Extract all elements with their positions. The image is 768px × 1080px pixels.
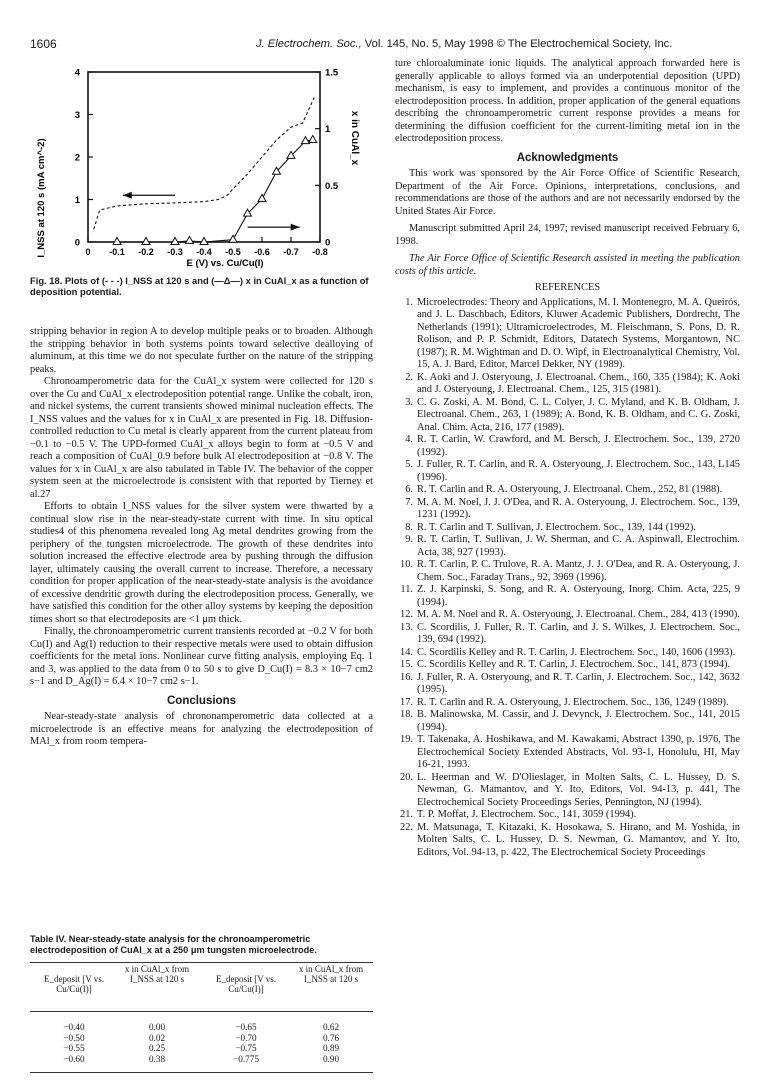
reference-number: 7. xyxy=(405,496,413,508)
reference-text: Z. J. Karpinski, S. Song, and R. A. Osteryoung, Inorg. Chim. Acta, 225, 9 (1994). xyxy=(417,584,740,608)
table-cell: 0.89 xyxy=(322,1043,340,1054)
reference-number: 6. xyxy=(405,484,413,495)
figure-caption: Fig. 18. Plots of (- - -) I_NSS at 120 s and (—Δ—) x in CuAl_x as a function of deposition potential. xyxy=(30,275,369,297)
reference-item xyxy=(395,647,740,660)
reference-item xyxy=(395,734,740,772)
reference-item xyxy=(395,672,740,697)
column-header: E_deposit [V vs. Cu/Cu(I)] xyxy=(43,974,105,994)
table-cell: −0.775 xyxy=(233,1053,259,1064)
table-caption: Table IV. Near-steady-state analysis for the chronoamperometric electrodeposition of CuAl_x at a 250 μm tungsten microelectrode. xyxy=(30,934,317,955)
reference-number: 14. xyxy=(400,646,413,658)
page-number: 1606 xyxy=(30,37,57,51)
reference-item xyxy=(395,534,740,559)
paragraph: ture chloroaluminate ionic liquids. The analytical approach forwarded here is generally applicable to alloys formed via an underpotential deposition (UPD) mechanism, is easy to implement, and provides a continuous monitor of the electrodeposition process. In addition, proper application of the general equations describing the chronoamperometric current response provides a means for determining the diffusion coefficient for the current-limiting metal ion in the electrodeposition process. xyxy=(395,58,740,144)
reference-text: R. T. Carlin, P. C. Trulove, R. A. Mantz, J. J. O'Dea, and R. A. Osteryoung, J. Chem. Soc., Faraday Trans., 92, 3969 (1996). xyxy=(417,559,740,583)
reference-text: R. T. Carlin, T. Sullivan, J. W. Sherman, and C. A. Aspinwall, Electrochim. Acta, 38, 927 (1993). xyxy=(417,534,740,558)
reference-text: B. Malinowska, M. Cassir, and J. Devynck, J. Electrochem. Soc., 141, 2015 (1994). xyxy=(417,709,740,733)
paragraph: Chronoamperometric data for the CuAl_x system were collected for 120 s over the Cu and CuAl_x electrodeposition potential range. Unlike the cobalt, iron, and nickel systems, the current transients showed minimal nucleation effects. The I_NSS values and the values for x in CuAl_x are presented in Fig. 18. Diffusion-controlled reduction to Cu metal is clearly apparent from the current plateau from −0.1 to −0.5 V. The UPD-formed CuAl_x alloys begin to form at −0.5 V and reach a composition of CuAl_0.9 before bulk Al electrodeposition at −0.8 V. The values for x in CuAl_x are also tabulated in Table IV. The behavior of the copper system seen at the microelectrode is consistent with that reported by Tierney et al.27 xyxy=(30,376,373,500)
table-cell: 0.38 xyxy=(148,1053,166,1064)
x-tick-label: -0.1 xyxy=(109,247,125,257)
reference-item xyxy=(395,822,740,860)
table-row xyxy=(30,1043,373,1054)
reference-number: 12. xyxy=(400,609,413,620)
y-left-tick-label: 0 xyxy=(74,237,80,249)
reference-number: 21. xyxy=(400,809,413,820)
data-point-triangle xyxy=(258,194,266,201)
table-cell: −0.70 xyxy=(235,1032,257,1043)
y-axis-right-label: x in CuAl_x xyxy=(349,110,360,166)
reference-item xyxy=(395,659,740,672)
reference-text: R. T. Carlin and R. A. Osteryoung, J. Electrochem. Soc., 136, 1249 (1989). xyxy=(417,696,729,708)
column-header: E_deposit [V vs. Cu/Cu(I)] xyxy=(215,974,277,994)
reference-number: 13. xyxy=(400,621,413,633)
data-point-triangle xyxy=(200,238,208,245)
reference-number: 11. xyxy=(400,584,413,595)
table-row xyxy=(30,1033,373,1044)
journal-name: J. Electrochem. Soc., xyxy=(256,38,362,50)
reference-text: M. A. M. Noel, J. J. O'Dea, and R. A. Osteryoung, J. Electrochem. Soc., 139, 1231 (1992). xyxy=(417,496,740,520)
reference-number: 22. xyxy=(400,821,413,833)
reference-text: L. Heerman and W. D'Olieslager, in Molten Salts, C. L. Hussey, D. S. Newman, G. Mamantov, and Y. Ito, Editors, Vol. 94-13, p. 441, The Electrochemical Society Proceedings Series, Pennington, NJ (1994). xyxy=(417,771,740,808)
x-tick-label: -0.5 xyxy=(225,247,241,257)
y-right-tick-label: 1 xyxy=(325,124,331,136)
reference-number: 4. xyxy=(405,434,413,445)
y-axis-left-label: I_NSS at 120 s (mA cm^-2) xyxy=(36,138,47,258)
reference-text: R. T. Carlin, W. Crawford, and M. Bersch, J. Electrochem. Soc., 139, 2720 (1992). xyxy=(417,434,740,458)
reference-number: 9. xyxy=(405,534,413,545)
table-cell: −0.75 xyxy=(235,1043,257,1054)
running-header xyxy=(256,38,672,50)
table-cell: −0.40 xyxy=(63,1022,85,1032)
reference-text: C. G. Zoski, A. M. Bond, C. L. Colyer, J. C. Myland, and K. B. Oldham, J. Electroanal. Chem., 263, 1 (1989); A. Bond, K. B. Oldham, and C. G. Zoski, Anal. Chim. Acta, 216, 177 (1989). xyxy=(417,396,740,433)
series-line-0 xyxy=(94,98,314,230)
reference-item xyxy=(395,559,740,584)
x-axis-label: E (V) vs. Cu/Cu(I) xyxy=(186,258,264,269)
table-cell: 0.90 xyxy=(322,1053,340,1064)
arrow-left-head xyxy=(123,192,132,199)
x-tick-label: -0.3 xyxy=(167,247,183,257)
reference-number: 1. xyxy=(405,296,413,308)
reference-number: 17. xyxy=(400,696,413,708)
y-left-tick-label: 1 xyxy=(74,195,80,206)
x-tick-label: 0 xyxy=(85,247,91,257)
reference-text: T. Takenaka, A. Hoshikawa, and M. Kawakami, Abstract 1390, p. 1976, The Electrochemical Society Extended Abstracts, Vol. 93-1, Honolulu, HI, May 16-21, 1993. xyxy=(417,734,740,770)
data-point-triangle xyxy=(113,238,121,245)
y-left-tick-label: 4 xyxy=(74,67,80,79)
data-point-triangle xyxy=(171,238,179,245)
reference-number: 19. xyxy=(400,734,413,745)
table-cell: −0.65 xyxy=(235,1022,257,1032)
reference-number: 2. xyxy=(405,371,413,383)
table-iv xyxy=(30,962,373,1064)
table-cell: 0.00 xyxy=(148,1022,166,1032)
data-point-triangle xyxy=(186,236,194,243)
paragraph: Efforts to obtain I_NSS values for the silver system were thwarted by a continual slow rise in the near-steady-state current with time. In situ optical studies4 of this phenomena revealed long Ag metal dendrites growing from the periphery of the tungsten microelectrode. The growth of these dendrites into solution increased the effective electrode area by pushing through the diffusion layer, ultimately causing the overall current to increase. Therefore, a necessary condition for proper application of the near-steady-state analysis is the avoidance of excessive dendritic growth during the electrodeposition process. Generally, we have satisfied this condition for the other alloy systems by keeping the deposition times short so that electrodeposits are <1 μm thick. xyxy=(30,501,373,625)
reference-item xyxy=(395,434,740,459)
reference-number: 10. xyxy=(400,559,413,570)
reference-text: R. T. Carlin and R. A. Osteryoung, J. Electroanal. Chem., 252, 81 (1988). xyxy=(417,484,723,495)
reference-item xyxy=(395,697,740,710)
reference-item xyxy=(395,484,740,497)
reference-item xyxy=(395,397,740,435)
x-tick-label: -0.8 xyxy=(312,247,328,257)
reference-item xyxy=(395,297,740,372)
x-tick-label: -0.6 xyxy=(254,247,270,257)
y-right-tick-label: 1.5 xyxy=(325,67,339,79)
reference-number: 16. xyxy=(400,671,413,683)
reference-item xyxy=(395,772,740,810)
reference-number: 20. xyxy=(400,771,413,783)
reference-item xyxy=(395,497,740,522)
reference-item xyxy=(395,622,740,647)
x-tick-label: -0.7 xyxy=(283,247,299,257)
data-point-triangle xyxy=(142,238,150,245)
reference-text: R. T. Carlin and T. Sullivan, J. Electrochem. Soc., 139, 144 (1992). xyxy=(417,521,696,533)
reference-item xyxy=(395,609,740,622)
section-heading-acknowledgments: Acknowledgments xyxy=(516,151,619,164)
table-row xyxy=(30,1054,373,1065)
paragraph: Near-steady-state analysis of chrononamperometric data collected at a microelectrode is an effective means for analyzing the electrodeposition of MAl_x from room tempera- xyxy=(30,711,373,747)
reference-text: Microelectrodes: Theory and Applications, M. I. Montenegro, M. A. Queirós, and J. L. Daschbach, Editors, Kluwer Academic Publishers, Dordrecht, The Netherlands (1991); Ultramicroelectrodes, M. Fleischmann, S. Pons, D. R. Rolison, and P. P. Schmidt, Editors, Datatech Systems, Morgantown, NC (1987); R. M. Wightman and D. O. Wipf, in Electroanalytical Chemistry, Vol. 15, A. J. Bard, Editor, Marcel Dekker, NY (1989). xyxy=(417,296,740,370)
figure-18-chart xyxy=(30,58,370,278)
reference-item xyxy=(395,372,740,397)
reference-text: C. Scordilis, J. Fuller, R. T. Carlin, and J. S. Wilkes, J. Electrochem. Soc., 139, 694 (1992). xyxy=(417,621,740,645)
reference-text: C. Scordilis Kelley and R. T. Carlin, J. Electrochem. Soc., 141, 873 (1994). xyxy=(417,659,731,670)
acknowledgments-text: This work was sponsored by the Air Force Office of Scientific Research, Department of the Air Force. Opinions, interpretations, conclusions, and recommendations are those of the authors and are not necessarily endorsed by the United States Air Force. xyxy=(395,168,740,217)
reference-number: 3. xyxy=(405,396,413,408)
manuscript-dates: Manuscript submitted April 24, 1997; revised manuscript received February 6, 1998. xyxy=(395,223,740,247)
section-heading-conclusions: Conclusions xyxy=(166,694,236,707)
x-tick-label: -0.4 xyxy=(196,247,212,257)
x-tick-label: -0.2 xyxy=(138,247,154,257)
data-point-triangle xyxy=(309,136,317,143)
reference-text: M. Matsunaga, T. Kitazaki, K. Hosokawa, S. Hirano, and M. Yoshida, in Molten Salts, C. L. Hussey, D. S. Newman, G. Mamantov, and Y. Ito, Editors, Vol. 94-13, p. 422, The Electrochemical Society Proceedings xyxy=(417,821,740,858)
reference-text: C. Scordilis Kelley and R. T. Carlin, J. Electrochem. Soc., 140, 1606 (1993). xyxy=(417,646,736,658)
table-cell: −0.50 xyxy=(63,1032,85,1043)
reference-item xyxy=(395,459,740,484)
reference-item xyxy=(395,522,740,535)
paragraph: Finally, the chronoamperometric current transients recorded at −0.2 V for both Cu(I) and Ag(I) reduction to their respective metals were used to obtain diffusion coefficients for the metal ions. Nonlinear curve fitting analysis, employing Eq. 1 and 3, was applied to the data from 0 to 50 s to give D_Cu(I) = 8.3 × 10−7 cm2 s−1 and D_Ag(I) = 6.4 × 10−7 cm2 s−1. xyxy=(30,626,373,687)
paragraph: stripping behavior in region A to develop multiple peaks or to broaden. Although the stripping behavior in both systems points toward selective dealloying of aluminum, at this time we do not speculate further on the nature of the stripping peaks. xyxy=(30,326,373,375)
funding-note: The Air Force Office of Scientific Research assisted in meeting the publication costs of this article. xyxy=(395,253,740,277)
reference-text: J. Fuller, R. A. Osteryoung, and R. T. Carlin, J. Electrochem. Soc., 142, 3632 (1995). xyxy=(417,671,740,695)
reference-number: 18. xyxy=(400,709,413,720)
references-list xyxy=(395,297,740,860)
reference-item xyxy=(395,809,740,822)
table-cell: 0.02 xyxy=(148,1032,166,1043)
reference-number: 8. xyxy=(405,521,413,533)
left-column xyxy=(30,326,373,749)
y-right-tick-label: 0 xyxy=(325,237,331,249)
y-left-tick-label: 3 xyxy=(74,110,80,121)
reference-number: 5. xyxy=(405,459,413,470)
reference-item xyxy=(395,584,740,609)
column-header: x in CuAl_x from I_NSS at 120 s xyxy=(124,964,190,984)
reference-number: 15. xyxy=(400,659,413,670)
data-point-triangle xyxy=(229,235,237,242)
table-header xyxy=(30,962,373,1014)
reference-text: K. Aoki and J. Osteryoung, J. Electroanal. Chem., 160, 335 (1984); K. Aoki and J. Osteryoung, J. Electroanal. Chem., 125, 315 (1981). xyxy=(417,371,740,395)
table-cell: 0.62 xyxy=(322,1022,340,1032)
reference-text: T. P. Moffat, J. Electrochem. Soc., 141, 3059 (1994). xyxy=(417,809,637,820)
y-left-tick-label: 2 xyxy=(74,152,80,164)
reference-text: M. A. M. Noel and R. A. Osteryoung, J. Electroanal. Chem., 284, 413 (1990). xyxy=(417,609,740,620)
y-right-tick-label: 0.5 xyxy=(325,180,339,192)
column-header: x in CuAl_x from I_NSS at 120 s xyxy=(298,964,364,984)
table-cell: 0.25 xyxy=(148,1043,166,1054)
right-column xyxy=(395,58,740,859)
table-cell: −0.60 xyxy=(63,1053,85,1064)
reference-item xyxy=(395,709,740,734)
table-row xyxy=(30,1022,373,1033)
arrow-right-head xyxy=(291,224,300,231)
reference-text: J. Fuller, R. T. Carlin, and R. A. Osteryoung, J. Electrochem. Soc., 143, L145 (1996). xyxy=(417,459,740,483)
table-cell: −0.55 xyxy=(63,1043,85,1054)
table-cell: 0.76 xyxy=(322,1032,340,1043)
plot-frame xyxy=(88,72,320,242)
journal-issue: Vol. 145, No. 5, May 1998 © The Electrochemical Society, Inc. xyxy=(361,38,673,50)
references-heading: REFERENCES xyxy=(534,282,601,293)
